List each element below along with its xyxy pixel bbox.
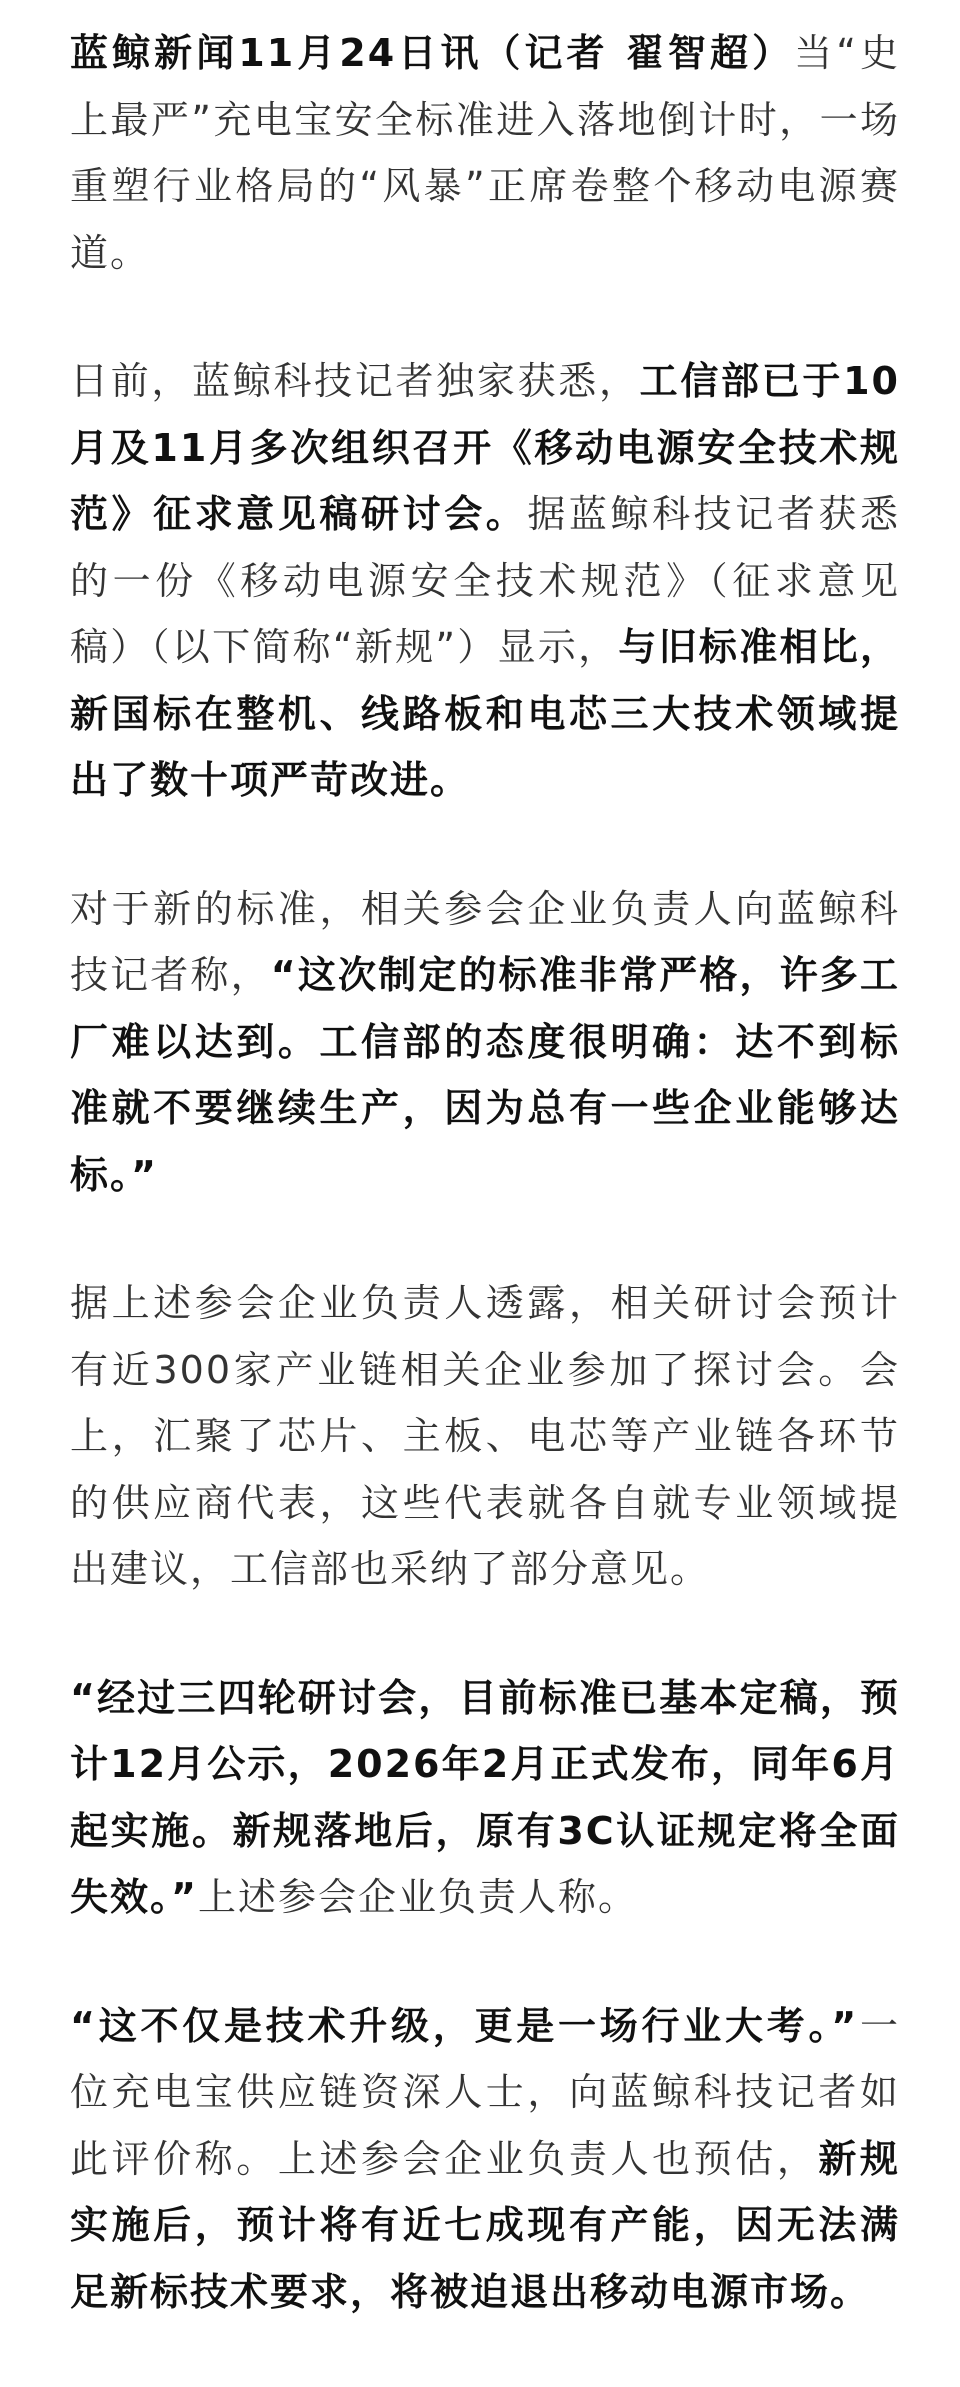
- text-segment: “这次制定的标准非常严格，许多工厂难以达到。工信部的态度很明确：达不到标准就不要继续生产，因为总有一些企业能够达标。”: [70, 953, 900, 1197]
- text-segment: 蓝鲸新闻11月24日讯（记者 翟智超）: [70, 31, 795, 75]
- text-segment: 当“史上最严”充电宝安全标准进入落地倒计时，一场重塑行业格局的“风暴”正席卷整个移动电源赛道。: [70, 31, 900, 275]
- paragraph-market-impact: [70, 1993, 900, 2326]
- text-segment: 上述参会企业负责人称。: [197, 1875, 638, 1919]
- text-segment: 新规实施后，预计将有近七成现有产能，因无法满足新标技术要求，将被迫退出移动电源市场。: [70, 2136, 900, 2314]
- text-segment: 与旧标准相比，新国标在整机、线路板和电芯三大技术领域提出了数十项严苛改进。: [70, 625, 900, 802]
- text-segment: 对于新的标准，相关参会企业负责人向蓝鲸科技记者称，: [70, 886, 900, 997]
- text-segment: “经过三四轮研讨会，目前标准已基本定稿，预计12月公示，2026年2月正式发布，同年6月起实施。新规落地后，原有3C认证规定将全面失效。”: [70, 1675, 900, 1919]
- paragraph-intro: [70, 20, 900, 286]
- text-segment: 一位充电宝供应链资深人士，向蓝鲸科技记者如此评价称。上述参会企业负责人也预估，: [70, 2003, 900, 2181]
- text-segment: 据蓝鲸科技记者获悉的一份《移动电源安全技术规范》（征求意见稿）（以下简称“新规”）显示，: [70, 492, 900, 669]
- article-body: [70, 20, 900, 2387]
- text-segment: 工信部已于10月及11月多次组织召开《移动电源安全技术规范》征求意见稿研讨会。: [70, 359, 900, 536]
- paragraph-industry-chain: [70, 1270, 900, 1603]
- paragraph-company-quote: [70, 876, 900, 1209]
- text-segment: 据上述参会企业负责人透露，相关研讨会预计有近300家产业链相关企业参加了探讨会。会上，汇聚了芯片、主板、电芯等产业链各环节的供应商代表，这些代表就各自就专业领域提出建议，工信部也采纳了部分意见。: [70, 1281, 900, 1591]
- paragraph-miit-meetings: [70, 348, 900, 814]
- text-segment: “这不仅是技术升级，更是一场行业大考。”: [70, 2003, 859, 2048]
- text-segment: 日前，蓝鲸科技记者独家获悉，: [70, 359, 640, 403]
- paragraph-timeline: [70, 1665, 900, 1931]
